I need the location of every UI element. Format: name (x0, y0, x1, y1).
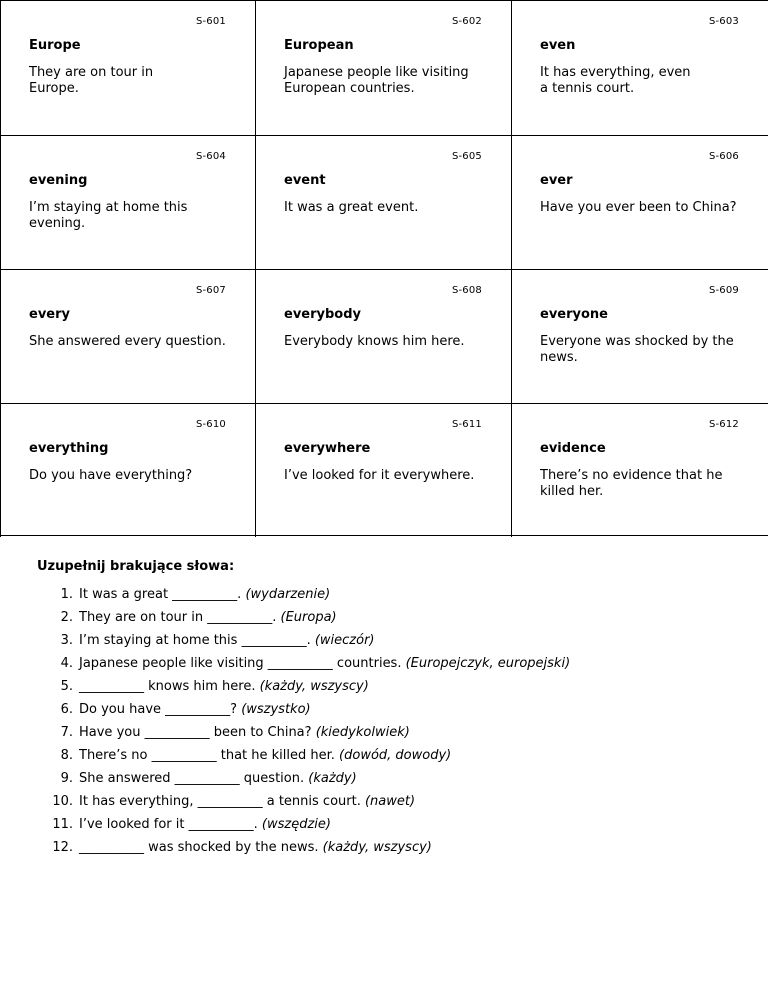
card-sentence: I’ve looked for it everywhere. (284, 468, 475, 483)
exercise-item (44, 679, 570, 702)
card-word: even (540, 38, 576, 53)
item-text: __________ knows him here. (79, 679, 256, 694)
card-word: everywhere (284, 441, 371, 456)
card-code: S-604 (195, 151, 226, 162)
card-code: S-603 (708, 16, 739, 27)
card-code: S-601 (195, 16, 226, 27)
flashcard (256, 404, 512, 537)
item-hint: (każdy, wszyscy) (259, 679, 369, 694)
card-word: Europe (29, 38, 81, 53)
item-text: It was a great __________. (79, 587, 242, 602)
flashcard (256, 270, 512, 404)
flashcard (0, 1, 256, 136)
item-number: 5. (60, 679, 73, 694)
exercise-item (44, 725, 570, 748)
card-code: S-602 (451, 16, 482, 27)
item-text: Have you __________ been to China? (79, 725, 312, 740)
item-number: 4. (60, 656, 73, 671)
item-number: 1. (60, 587, 73, 602)
item-number: 9. (60, 771, 73, 786)
card-word: evidence (540, 441, 606, 456)
item-number: 7. (60, 725, 73, 740)
card-code: S-606 (708, 151, 739, 162)
item-text: It has everything, __________ a tennis court. (79, 794, 361, 809)
item-hint: (każdy) (308, 771, 357, 786)
card-sentence: There’s no evidence that he killed her. (540, 468, 723, 499)
flashcard (512, 136, 768, 270)
card-word: evening (29, 173, 88, 188)
item-text: __________ was shocked by the news. (79, 840, 319, 855)
item-number: 12. (52, 840, 73, 855)
exercise-item (44, 794, 570, 817)
item-number: 8. (60, 748, 73, 763)
card-sentence: It was a great event. (284, 200, 419, 215)
card-code: S-608 (451, 285, 482, 296)
card-word: European (284, 38, 354, 53)
exercise-item (44, 748, 570, 771)
card-code: S-612 (708, 419, 739, 430)
item-hint: (wieczór) (314, 633, 375, 648)
flashcard (512, 1, 768, 136)
item-hint: (wszystko) (241, 702, 311, 717)
flashcard (256, 136, 512, 270)
item-hint: (wszędzie) (261, 817, 331, 832)
item-number: 11. (52, 817, 73, 832)
card-word: ever (540, 173, 573, 188)
flashcard (0, 270, 256, 404)
item-hint: (kiedykolwiek) (315, 725, 410, 740)
item-text: Japanese people like visiting __________ countries. (79, 656, 402, 671)
item-hint: (każdy, wszyscy) (322, 840, 432, 855)
item-number: 2. (60, 610, 73, 625)
exercise-section (0, 536, 768, 994)
flashcard (256, 1, 512, 136)
item-hint: (wydarzenie) (245, 587, 331, 602)
card-sentence: They are on tour in Europe. (29, 65, 154, 96)
card-code: S-611 (451, 419, 482, 430)
card-sentence: Everyone was shocked by the news. (540, 334, 734, 365)
item-text: They are on tour in __________. (79, 610, 277, 625)
card-sentence: Do you have everything? (29, 468, 193, 483)
exercise-list (44, 587, 570, 863)
flashcard (0, 136, 256, 270)
exercise-title: Uzupełnij brakujące słowa: (37, 559, 235, 574)
card-word: everything (29, 441, 109, 456)
exercise-item (44, 610, 570, 633)
item-text: She answered __________ question. (79, 771, 305, 786)
item-text: Do you have __________? (79, 702, 238, 717)
item-hint: (dowód, dowody) (339, 748, 452, 763)
flashcard (512, 270, 768, 404)
exercise-item (44, 817, 570, 840)
item-hint: (nawet) (364, 794, 416, 809)
item-hint: (Europa) (280, 610, 337, 625)
exercise-item (44, 587, 570, 610)
item-number: 10. (52, 794, 73, 809)
exercise-item (44, 702, 570, 725)
card-code: S-609 (708, 285, 739, 296)
card-sentence: I’m staying at home this evening. (29, 200, 188, 231)
card-sentence: Have you ever been to China? (540, 200, 737, 215)
card-sentence: Everybody knows him here. (284, 334, 465, 349)
flashcard (0, 404, 256, 537)
card-word: event (284, 173, 326, 188)
flashcard (512, 404, 768, 537)
card-sentence: Japanese people like visiting European countries. (284, 65, 469, 96)
exercise-item (44, 771, 570, 794)
card-code: S-605 (451, 151, 482, 162)
card-sentence: She answered every question. (29, 334, 226, 349)
item-text: I’m staying at home this __________. (79, 633, 311, 648)
item-number: 3. (60, 633, 73, 648)
card-word: everyone (540, 307, 608, 322)
exercise-item (44, 840, 570, 863)
card-sentence: It has everything, even a tennis court. (540, 65, 691, 96)
card-word: every (29, 307, 70, 322)
card-word: everybody (284, 307, 362, 322)
exercise-item (44, 656, 570, 679)
card-code: S-610 (195, 419, 226, 430)
item-hint: (Europejczyk, europejski) (405, 656, 571, 671)
item-text: I’ve looked for it __________. (79, 817, 258, 832)
card-code: S-607 (195, 285, 226, 296)
exercise-item (44, 633, 570, 656)
item-number: 6. (60, 702, 73, 717)
item-text: There’s no __________ that he killed her. (79, 748, 335, 763)
